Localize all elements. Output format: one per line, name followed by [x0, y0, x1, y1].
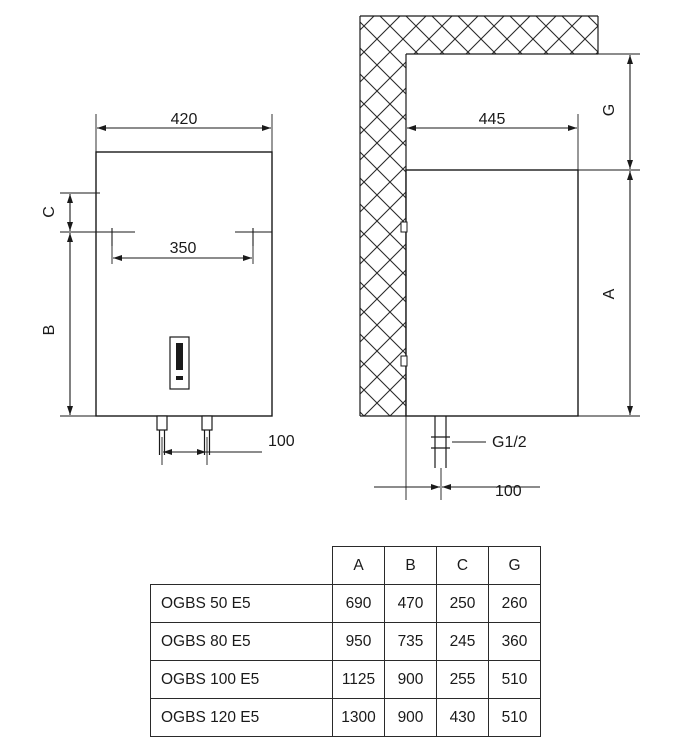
table-cell-1-B: 735 [385, 623, 437, 661]
table-cell-3-C: 430 [437, 699, 489, 737]
table-cell-1-C: 245 [437, 623, 489, 661]
table-cell-2-C: 255 [437, 661, 489, 699]
table-model-2: OGBS 100 E5 [151, 661, 333, 699]
table-corner-cell [151, 547, 333, 585]
table-cell-3-B: 900 [385, 699, 437, 737]
table-cell-2-A: 1125 [333, 661, 385, 699]
dim-label-C: C [41, 206, 58, 218]
dim-label-100-right: 100 [495, 483, 522, 500]
dim-label-420: 420 [170, 111, 198, 128]
front-view-pipe-left-collar [157, 416, 167, 430]
table-model-1: OGBS 80 E5 [151, 623, 333, 661]
table-cell-0-G: 260 [489, 585, 541, 623]
dim-label-G: G [601, 103, 618, 117]
dim-label-A: A [601, 288, 618, 300]
side-view-bracket-upper [401, 222, 407, 232]
table-header-C: C [437, 547, 489, 585]
dim-label-350: 350 [169, 240, 197, 257]
table-model-3: OGBS 120 E5 [151, 699, 333, 737]
side-view-tank-body [406, 170, 578, 416]
table-row [151, 585, 541, 623]
table-header-B: B [385, 547, 437, 585]
front-view-display [176, 343, 183, 370]
table-header-A: A [333, 547, 385, 585]
side-view-bracket-lower [401, 356, 407, 366]
table-cell-0-C: 250 [437, 585, 489, 623]
front-view-knob [176, 376, 183, 380]
side-view-wall-hatch-vertical [360, 16, 406, 416]
table-cell-2-B: 900 [385, 661, 437, 699]
specification-table [150, 546, 541, 737]
table-cell-1-A: 950 [333, 623, 385, 661]
front-view-pipe-right-collar [202, 416, 212, 430]
table-cell-3-G: 510 [489, 699, 541, 737]
table-row [151, 699, 541, 737]
table-cell-3-A: 1300 [333, 699, 385, 737]
table-cell-0-B: 470 [385, 585, 437, 623]
table-model-0: OGBS 50 E5 [151, 585, 333, 623]
side-view-wall-hatch-horizontal [360, 16, 598, 54]
table-row [151, 623, 541, 661]
dim-label-100-left: 100 [268, 433, 295, 450]
dim-label-B: B [41, 324, 58, 336]
dim-label-G12: G1/2 [492, 434, 527, 451]
table-row [151, 661, 541, 699]
table-header-G: G [489, 547, 541, 585]
table-cell-0-A: 690 [333, 585, 385, 623]
dim-label-445: 445 [478, 111, 506, 128]
table-cell-2-G: 510 [489, 661, 541, 699]
table-cell-1-G: 360 [489, 623, 541, 661]
table-header-row [151, 547, 541, 585]
